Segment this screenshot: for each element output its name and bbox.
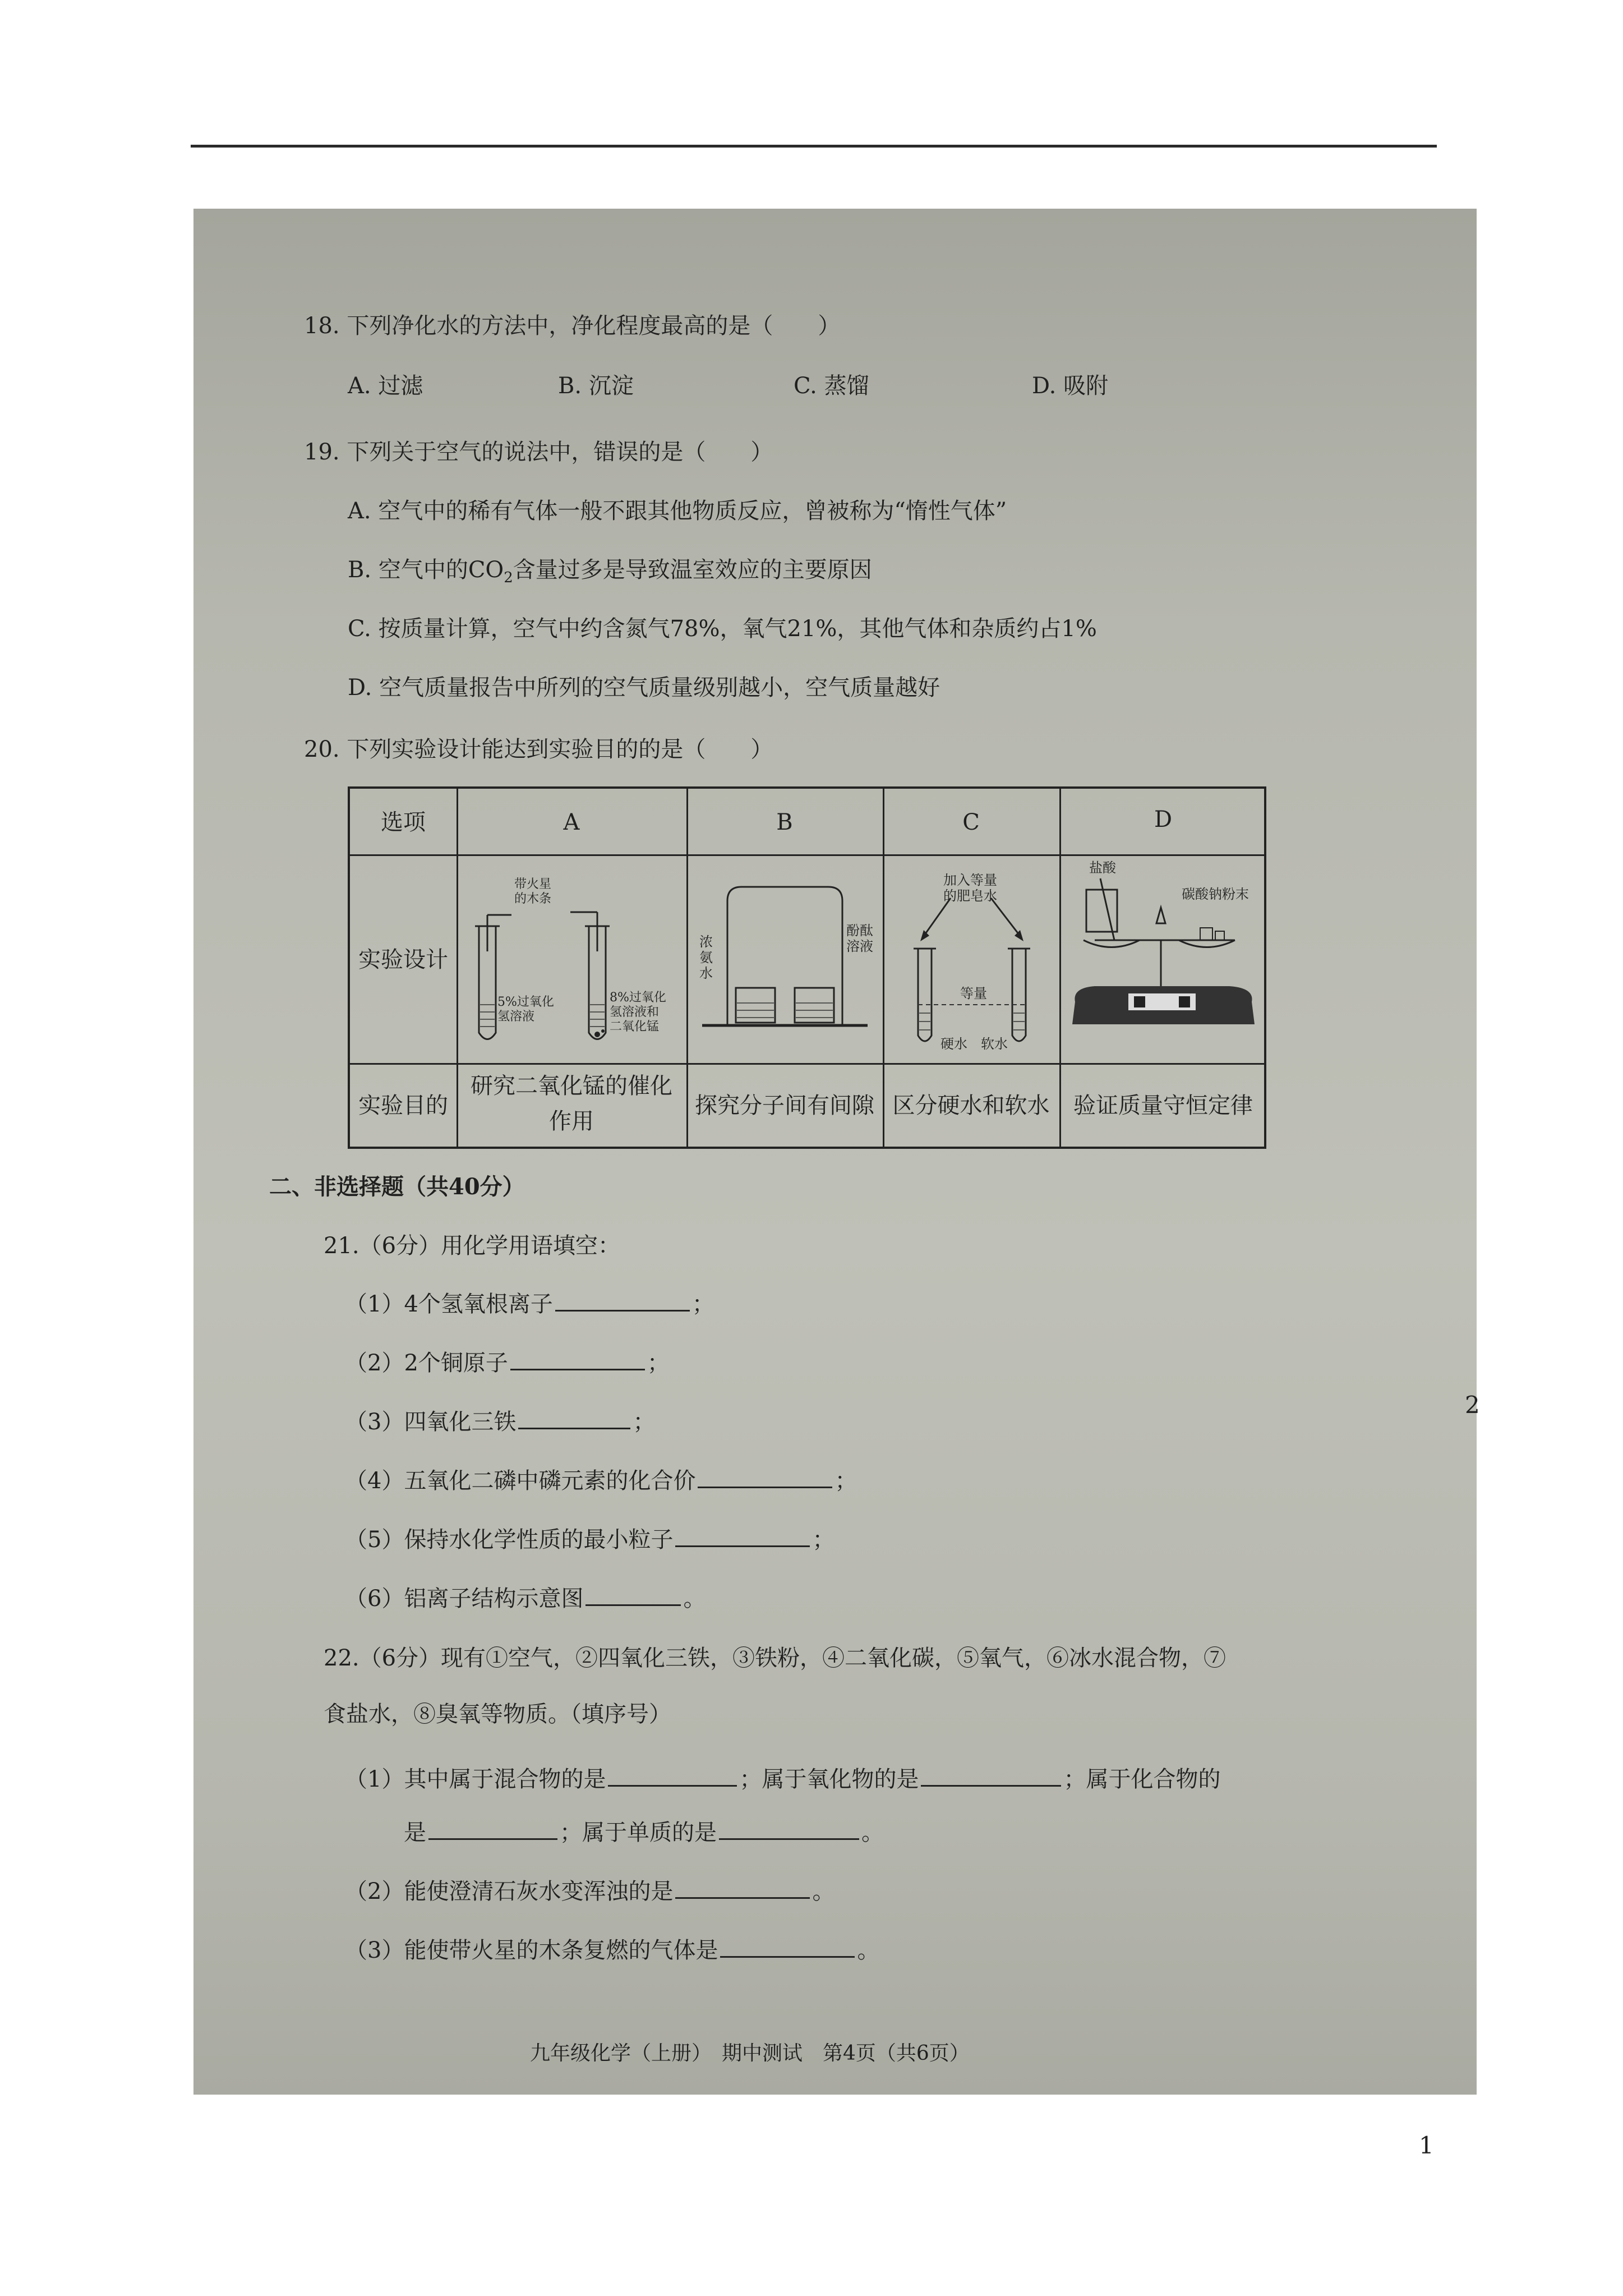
fig-b-label-ammonia-1: 浓 (699, 934, 713, 950)
q21-item-1: （1）4个氢氧根离子 ； (345, 1291, 714, 1317)
fig-a-label-splint-2: 的木条 (514, 892, 552, 906)
q19-option-c: C. 按质量计算，空气中约含氮气78%，氧气21%，其他气体和杂质约占1% (348, 616, 1097, 642)
row-label-design: 实验设计 (358, 947, 448, 973)
purpose-d: 验证质量守恒定律 (1073, 1093, 1253, 1119)
q19-stem: 19. 下列关于空气的说法中，错误的是（ ） (304, 439, 773, 465)
figure-c-soap-water (884, 856, 1058, 1062)
scanned-page-photo (193, 209, 1477, 2095)
table-header-option: 选项 (381, 809, 426, 835)
fig-d-label-acid: 盐酸 (1089, 860, 1116, 876)
page-number: 1 (1419, 2132, 1434, 2159)
side-page-number: 2 (1465, 1391, 1480, 1419)
fig-a-label-left-1: 5%过氧化 (497, 995, 554, 1009)
q21-item-4: （4）五氧化二磷中磷元素的化合价 ； (345, 1468, 857, 1494)
purpose-b: 探究分子间有间隙 (695, 1093, 874, 1119)
q22-part2: （2）能使澄清石灰水变浑浊的是 。 (345, 1879, 835, 1904)
fig-a-label-right-2: 氢溶液和 (610, 1005, 660, 1019)
q22-stem-line1: 22.（6分）现有①空气，②四氧化三铁，③铁粉，④二氧化碳，⑤氧气，⑥冰水混合物，⑦ (324, 1645, 1227, 1671)
fig-c-label-soap-1: 加入等量 (943, 872, 997, 888)
q18-option-c: C. 蒸馏 (794, 373, 869, 399)
fig-d-label-powder: 碳酸钠粉末 (1182, 886, 1249, 902)
q21-item-6: （6）铝离子结构示意图 。 (345, 1586, 706, 1612)
fig-c-label-equal: 等量 (960, 986, 987, 1001)
q22-part3: （3）能使带火星的木条复燃的气体是 。 (345, 1938, 880, 1963)
figure-b-bell-jar (688, 856, 882, 1062)
table-header-a: A (563, 809, 580, 835)
fig-a-label-right-3: 二氧化锰 (610, 1020, 660, 1034)
fig-b-label-ammonia-2: 氨 (699, 950, 713, 965)
q18-option-b: B. 沉淀 (558, 373, 634, 399)
fig-a-label-left-2: 氢溶液 (497, 1010, 535, 1024)
table-header-c: C (962, 809, 980, 835)
fig-b-label-phenol-2: 溶液 (846, 938, 873, 954)
q22-stem-line2: 食盐水，⑧臭氧等物质。（填序号） (324, 1701, 671, 1727)
q19-option-a: A. 空气中的稀有气体一般不跟其他物质反应，曾被称为“惰性气体” (348, 498, 1007, 524)
figure-a-test-tubes (458, 856, 685, 1062)
q19-option-b: B. 空气中的$CO_2$含量过多是导致温室效应的主要原因 (348, 557, 872, 586)
experiment-table (348, 786, 1266, 1149)
q18-option-a: A. 过滤 (348, 373, 423, 399)
table-header-d: D (1154, 807, 1173, 832)
q20-stem: 20. 下列实验设计能达到实验目的的是（ ） (304, 737, 773, 762)
q21-item-5: （5）保持水化学性质的最小粒子 ； (345, 1527, 835, 1553)
photo-footer: 九年级化学（上册） 期中测试 第4页（共6页） (530, 2042, 970, 2065)
fig-a-label-splint-1: 带火星 (514, 877, 552, 891)
section-2-title: 二、非选择题（共40分） (269, 1174, 525, 1200)
table-header-b: B (776, 809, 793, 835)
q21-stem: 21.（6分）用化学用语填空： (324, 1233, 621, 1259)
q18-stem: 18. 下列净化水的方法中，净化程度最高的是（ ） (304, 313, 841, 339)
purpose-a-line2: 作用 (549, 1108, 594, 1134)
q18-option-d: D. 吸附 (1032, 373, 1109, 399)
q22-part1-line1: （1）其中属于混合物的是 ；属于氧化物的是 ；属于化合物的 (345, 1766, 1221, 1792)
q21-item-2: （2）2个铜原子 ； (345, 1350, 670, 1376)
header-rule (191, 145, 1437, 148)
fig-c-label-soap-2: 的肥皂水 (943, 888, 997, 904)
q22-part1-line2: 是 ；属于单质的是 。 (404, 1820, 884, 1846)
purpose-c: 区分硬水和软水 (892, 1093, 1050, 1119)
figure-d-balance (1061, 856, 1267, 1062)
row-label-purpose: 实验目的 (358, 1093, 448, 1119)
fig-b-label-phenol-1: 酚酞 (846, 923, 873, 938)
q21-item-3: （3）四氧化三铁 ； (345, 1409, 656, 1435)
fig-a-label-right-1: 8%过氧化 (610, 991, 666, 1005)
fig-c-label-waters: 硬水 软水 (940, 1036, 1008, 1052)
purpose-a-line1: 研究二氧化锰的催化 (471, 1073, 672, 1099)
fig-b-label-ammonia-3: 水 (699, 965, 713, 981)
q19-option-d: D. 空气质量报告中所列的空气质量级别越小，空气质量越好 (348, 675, 940, 701)
